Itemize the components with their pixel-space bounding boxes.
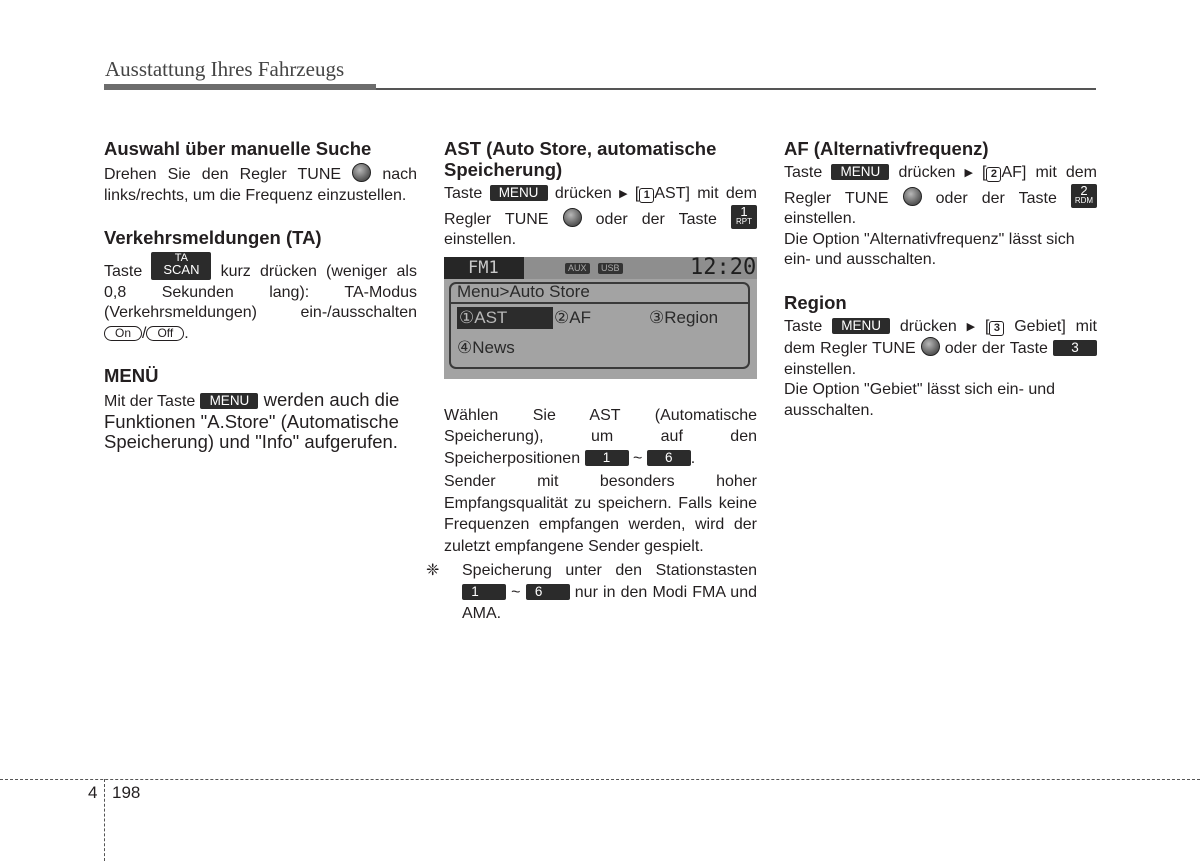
menu-item-region: ③Region — [649, 307, 719, 327]
heading-menu: MENÜ — [104, 365, 159, 386]
preset-2-rdm-button-icon — [1071, 184, 1097, 208]
ta-label: TA — [174, 252, 189, 264]
column-right — [784, 138, 1097, 421]
text-span: einstellen. — [784, 210, 857, 227]
text-span: ~ — [633, 449, 643, 467]
number-2-icon: 2 — [986, 167, 1001, 182]
arrow-right-icon: ▶ — [619, 188, 628, 200]
preset-6-button-icon: 6 — [647, 450, 691, 466]
menu-button-icon: MENU — [831, 164, 889, 180]
menu-button-icon: MENU — [200, 393, 258, 409]
region-description: Die Option "Gebiet" lässt sich ein- und ausschalten. — [784, 381, 1056, 419]
ast-description-1 — [444, 405, 757, 470]
page-number: 198 — [112, 783, 141, 802]
text-span: Mit der Taste — [104, 393, 196, 410]
arrow-right-icon: ▶ — [964, 167, 973, 179]
heading-ast: AST (Auto Store, automatische Speicherung) — [444, 138, 717, 180]
text-span: einstellen. — [444, 231, 517, 248]
text-span: Speicherung unter den Stationstasten — [462, 562, 757, 579]
ast-text — [444, 184, 757, 251]
ast-note — [426, 560, 757, 625]
radio-display-screen — [444, 254, 757, 379]
text-span: Gebiet] mit dem Regler TUNE — [784, 317, 1097, 357]
menu-text — [104, 390, 417, 452]
heading-region: Region — [784, 291, 847, 313]
footer-divider — [104, 779, 105, 861]
tune-knob-icon — [903, 187, 922, 206]
section-number: 4 — [88, 783, 98, 802]
text-span: AF] mit dem Regler TUNE — [784, 164, 1097, 207]
band-indicator: FM1 — [444, 257, 524, 279]
usb-indicator: USB — [598, 263, 623, 274]
preset-sub-label: RPT — [735, 216, 752, 226]
menu-item-af: ②AF — [554, 307, 591, 327]
text-span: kurz drücken (weniger als 0,8 Sekunden lang): TA-Modus (Verkehrsmeldungen) ein-/ausschalten — [104, 263, 417, 321]
text-span: oder der Taste — [935, 189, 1057, 207]
column-middle — [426, 138, 757, 625]
preset-1-button-icon: 1 — [462, 584, 506, 600]
text-span: . — [690, 449, 696, 467]
menu-button-icon: MENU — [832, 318, 890, 334]
text-span: Taste — [444, 185, 483, 202]
text-span: [ — [984, 317, 990, 335]
menu-item-ast: ①AST — [457, 307, 553, 329]
header-rule-accent — [104, 84, 376, 90]
scan-label: SCAN — [163, 262, 200, 277]
text-span: drücken — [554, 185, 612, 202]
text-span: . — [184, 324, 189, 342]
af-text — [784, 163, 1097, 230]
column-left — [104, 138, 417, 452]
text-span: werden auch die Funktionen "A.Store" (Automatische Speicherung) und "Info" aufgerufen. — [104, 389, 400, 452]
heading-af: AF (Alternativfrequenz) — [784, 138, 989, 159]
text-span: Taste — [784, 317, 823, 335]
preset-1-button-icon: 1 — [585, 450, 629, 466]
text-span: einstellen. — [784, 360, 857, 378]
text-span: Taste — [104, 263, 143, 280]
tune-knob-icon — [921, 337, 940, 356]
heading-traffic-announcements: Verkehrsmeldungen (TA) — [104, 227, 322, 248]
menu-breadcrumb: Menu>Auto Store — [457, 281, 590, 301]
region-text — [784, 317, 1097, 381]
number-1-icon: 1 — [639, 188, 654, 203]
text-span: AST] mit dem Regler TUNE — [444, 185, 757, 228]
on-button-icon: On — [104, 326, 142, 341]
page-header-title: Ausstattung Ihres Fahrzeugs — [105, 57, 345, 81]
display-clock: 12:20 — [690, 254, 757, 280]
heading-manual-search: Auswahl über manuelle Suche — [104, 138, 372, 159]
text-span: [ — [634, 185, 640, 202]
menu-button-icon: MENU — [490, 185, 548, 201]
preset-number: 2 — [1080, 182, 1088, 198]
note-mark-icon: ❈ — [426, 562, 440, 579]
text-span: Wählen Sie AST (Automatische Speicherung), um auf den Speicherpositionen — [444, 406, 757, 467]
text-span: oder der Taste — [595, 210, 717, 228]
menu-item-news: ④News — [457, 337, 515, 357]
tune-knob-icon — [352, 163, 371, 182]
preset-3-button-icon: 3 — [1053, 340, 1097, 356]
aux-indicator: AUX — [565, 263, 590, 274]
text-span: Drehen Sie den Regler TUNE — [104, 166, 342, 183]
ta-text — [104, 252, 417, 344]
text-span: ~ — [511, 583, 521, 601]
tune-knob-icon — [563, 208, 582, 227]
number-3-icon: 3 — [989, 321, 1004, 336]
text-span: / — [142, 324, 147, 342]
text-span: [ — [982, 164, 987, 181]
preset-sub-label: RDM — [1074, 195, 1094, 205]
preset-number: 1 — [740, 203, 748, 219]
text-span: nur in den Modi FMA und AMA. — [462, 583, 757, 622]
off-button-icon: Off — [146, 326, 184, 341]
preset-1-rpt-button-icon — [731, 205, 757, 229]
preset-6-button-icon: 6 — [526, 584, 570, 600]
text-span: drücken — [899, 317, 957, 335]
text-span: nach links/rechts, um die Frequenz einzustellen. — [104, 166, 418, 204]
af-description: Die Option "Alternativfrequenz" lässt sich ein- und ausschalten. — [784, 230, 1075, 268]
text-span: Taste — [784, 164, 823, 181]
footer-rule — [0, 779, 1200, 780]
arrow-right-icon: ▶ — [966, 320, 976, 333]
ast-description-2: Sender mit besonders hoher Empfangsqualität zu speichern. Falls keine Frequenzen empfangen werden, wird der zuletzt empfangene Sender gespielt. — [444, 473, 757, 555]
text-span: drücken — [898, 164, 956, 181]
manual-search-text — [104, 163, 417, 206]
ta-scan-button-icon — [151, 252, 211, 280]
text-span: oder der Taste — [944, 340, 1048, 357]
